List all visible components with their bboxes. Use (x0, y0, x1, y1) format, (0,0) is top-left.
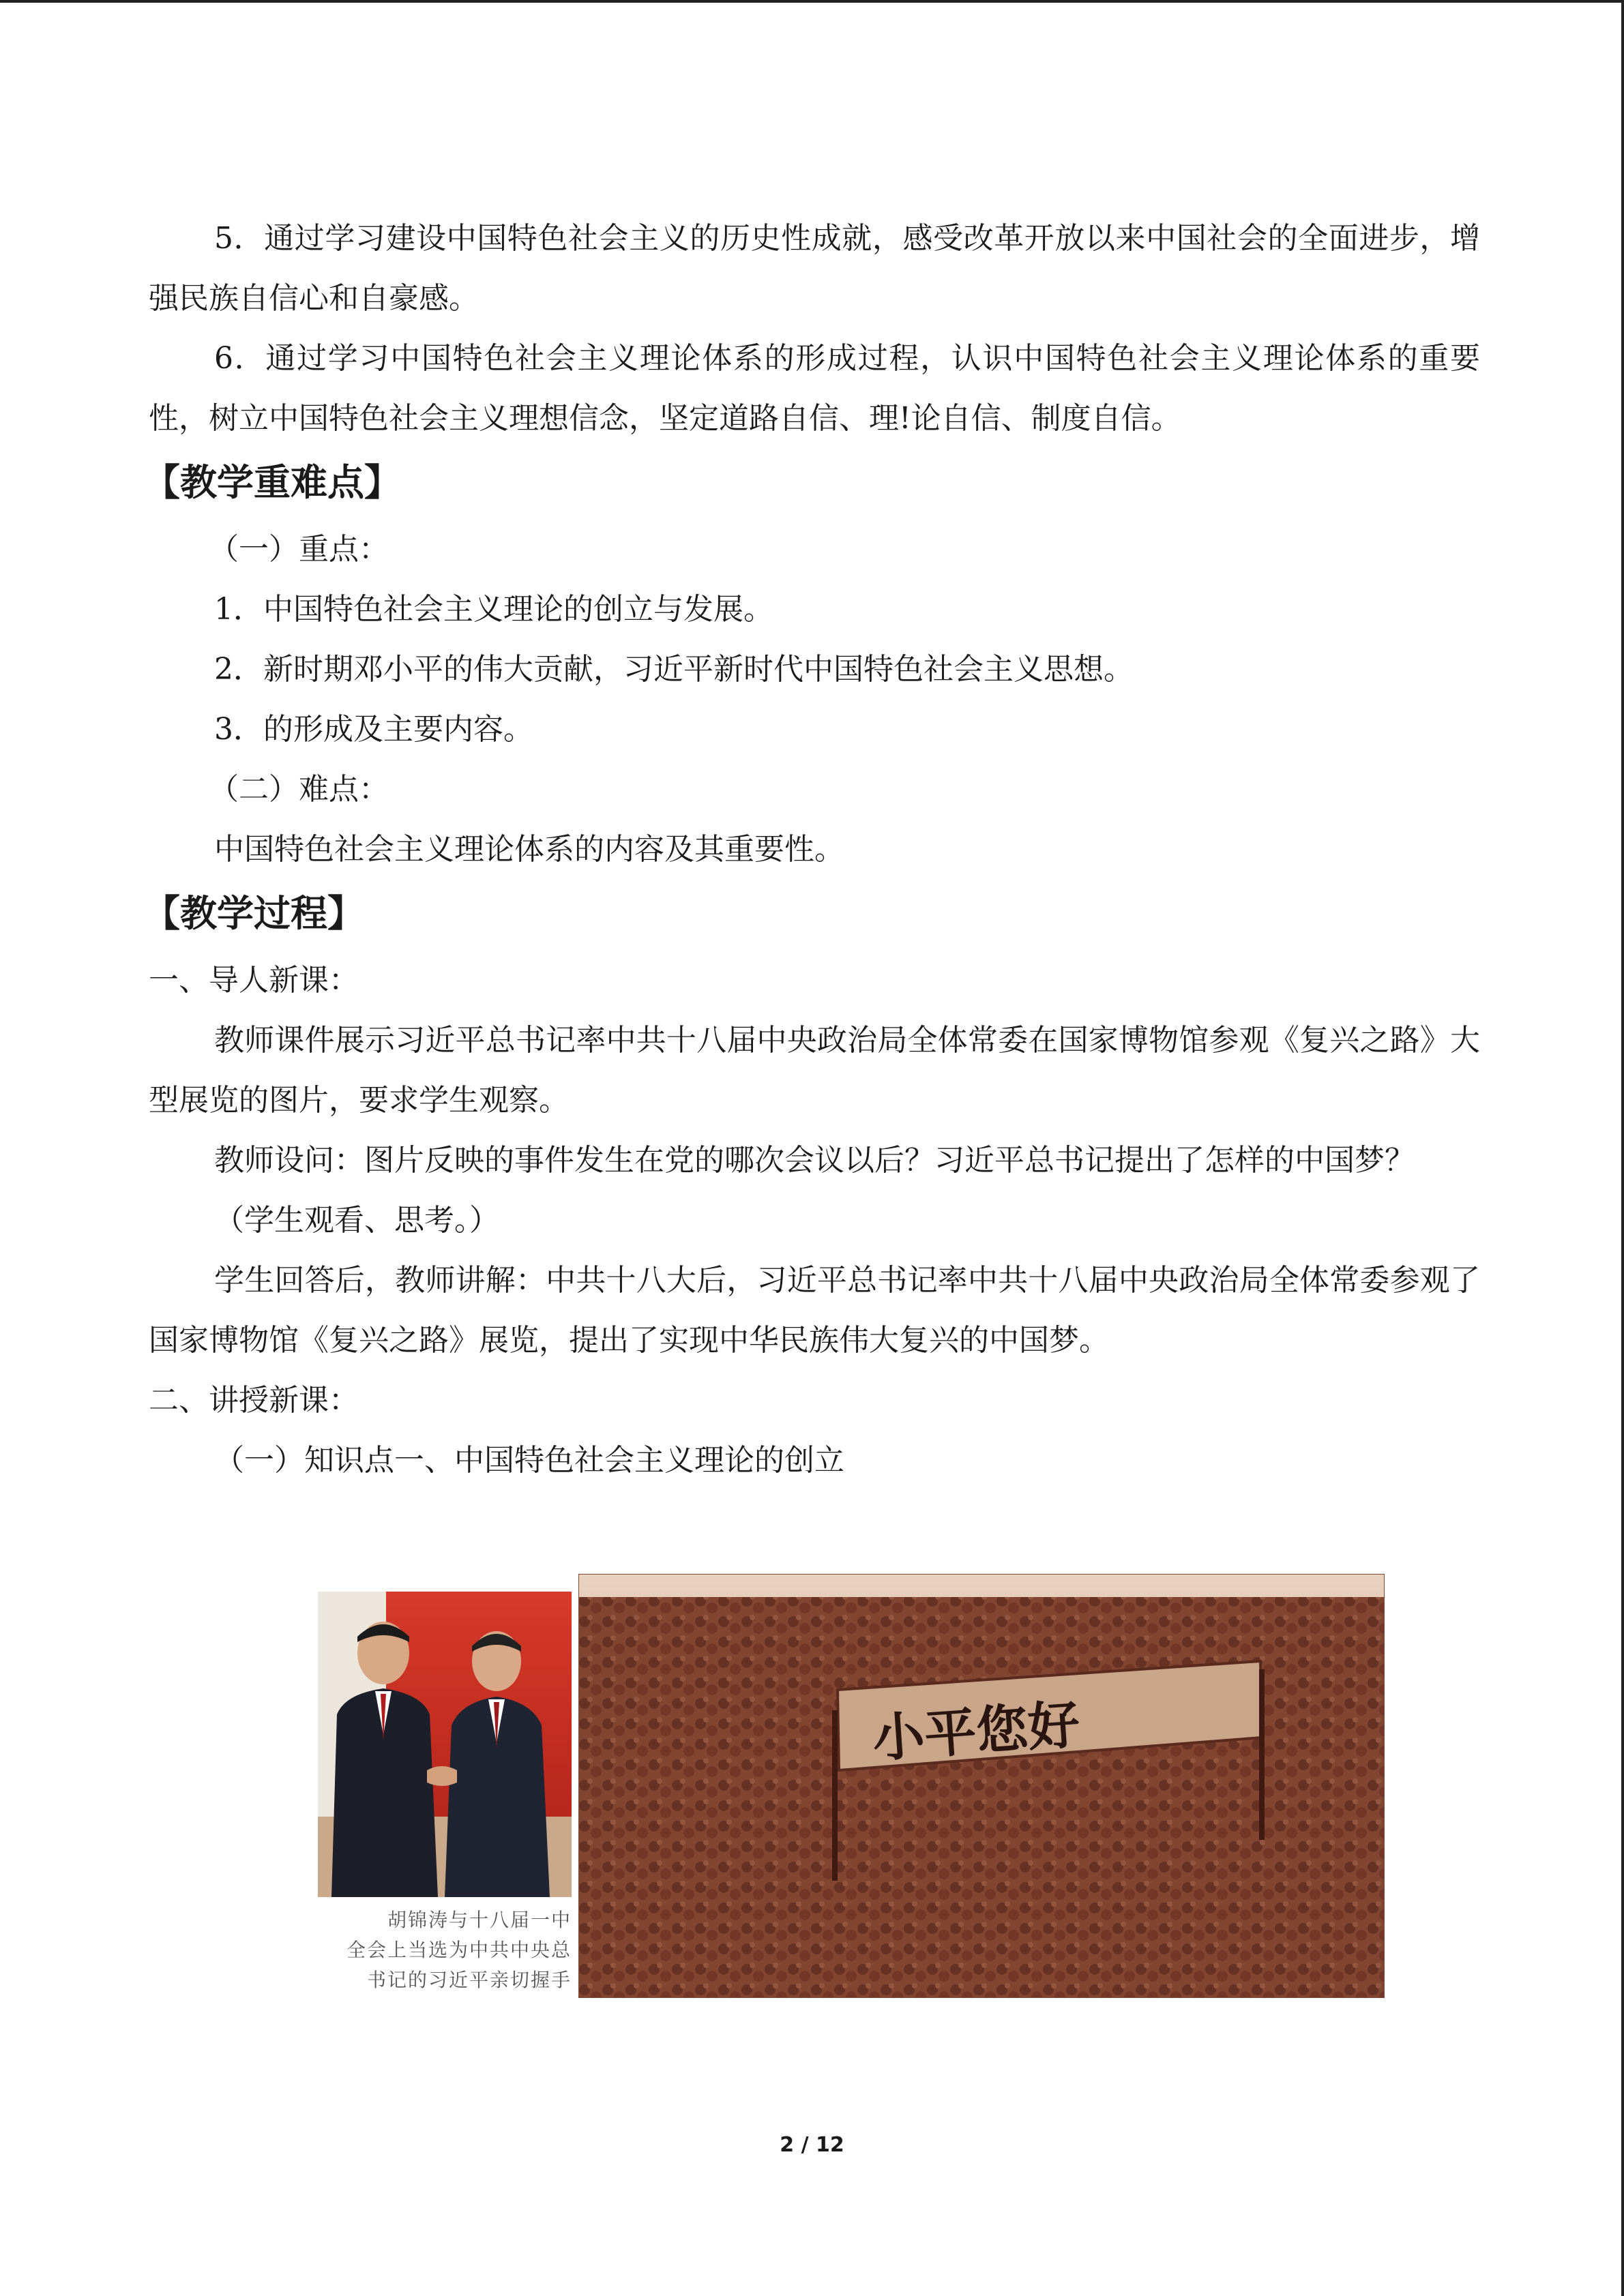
handshake-photo-image (318, 1592, 572, 1897)
banner-text: 小平您好 (870, 1694, 1082, 1769)
top-border (0, 0, 1624, 3)
caption-line-2: 全会上当选为中共中央总 (346, 1939, 572, 1961)
key-item-1: 1．中国特色社会主义理论的创立与发展。 (214, 592, 773, 627)
section-heading-keypoints: 【教学重难点】 (143, 461, 401, 504)
caption-line-3: 书记的习近平亲切握手 (366, 1969, 572, 1991)
intro-paragraph-2: 教师设问：图片反映的事件发生在党的哪次会议以后？习近平总书记提出了怎样的中国梦？ (214, 1143, 1415, 1178)
caption-line-1: 胡锦涛与十八届一中 (387, 1909, 572, 1931)
intro-paragraph-1: 教师课件展示习近平总书记率中共十八届中央政治局全体常委在国家博物馆参观《复兴之路》大型展览的图片，要求学生观察。 (149, 1023, 1480, 1118)
intro-paragraph-4: 学生回答后，教师讲解：中共十八大后，习近平总书记率中共十八届中央政治局全体常委参观了国家博物馆《复兴之路》展览，提出了实现中华民族伟大复兴的中国梦。 (149, 1263, 1480, 1358)
document-body (143, 209, 1480, 1491)
page-number: 2 / 12 (780, 2133, 844, 2157)
section-heading-process: 【教学过程】 (143, 892, 364, 935)
knowledge-point-label: （一）知识点一、中国特色社会主义理论的创立 (214, 1443, 844, 1478)
intro-label: 一、导人新课： (149, 963, 359, 998)
goal-paragraph-6: 6．通过学习中国特色社会主义理论体系的形成过程，认识中国特色社会主义理论体系的重要性，树立中国特色社会主义理想信念，坚定道路自信、理!论自信、制度自信。 (149, 341, 1480, 436)
handshake-photo (318, 1592, 572, 1998)
intro-paragraph-3: （学生观看、思考。） (214, 1203, 499, 1238)
crowd-photo (578, 1574, 1385, 1998)
difficult-label: （二）难点： (209, 772, 389, 807)
figure-group (318, 1574, 1385, 1998)
key-item-3: 3．的形成及主要内容。 (214, 712, 533, 747)
photo-caption (318, 1905, 572, 1995)
key-item-2: 2．新时期邓小平的伟大贡献，习近平新时代中国特色社会主义思想。 (214, 652, 1134, 687)
right-border (1621, 0, 1624, 2296)
key-label: （一）重点： (209, 532, 389, 567)
goal-paragraph-5: 5．通过学习建设中国特色社会主义的历史性成就，感受改革开放以来中国社会的全面进步，增强民族自信心和自豪感。 (149, 221, 1480, 316)
difficult-text: 中国特色社会主义理论体系的内容及其重要性。 (214, 832, 844, 867)
new-lesson-label: 二、讲授新课： (149, 1383, 359, 1418)
